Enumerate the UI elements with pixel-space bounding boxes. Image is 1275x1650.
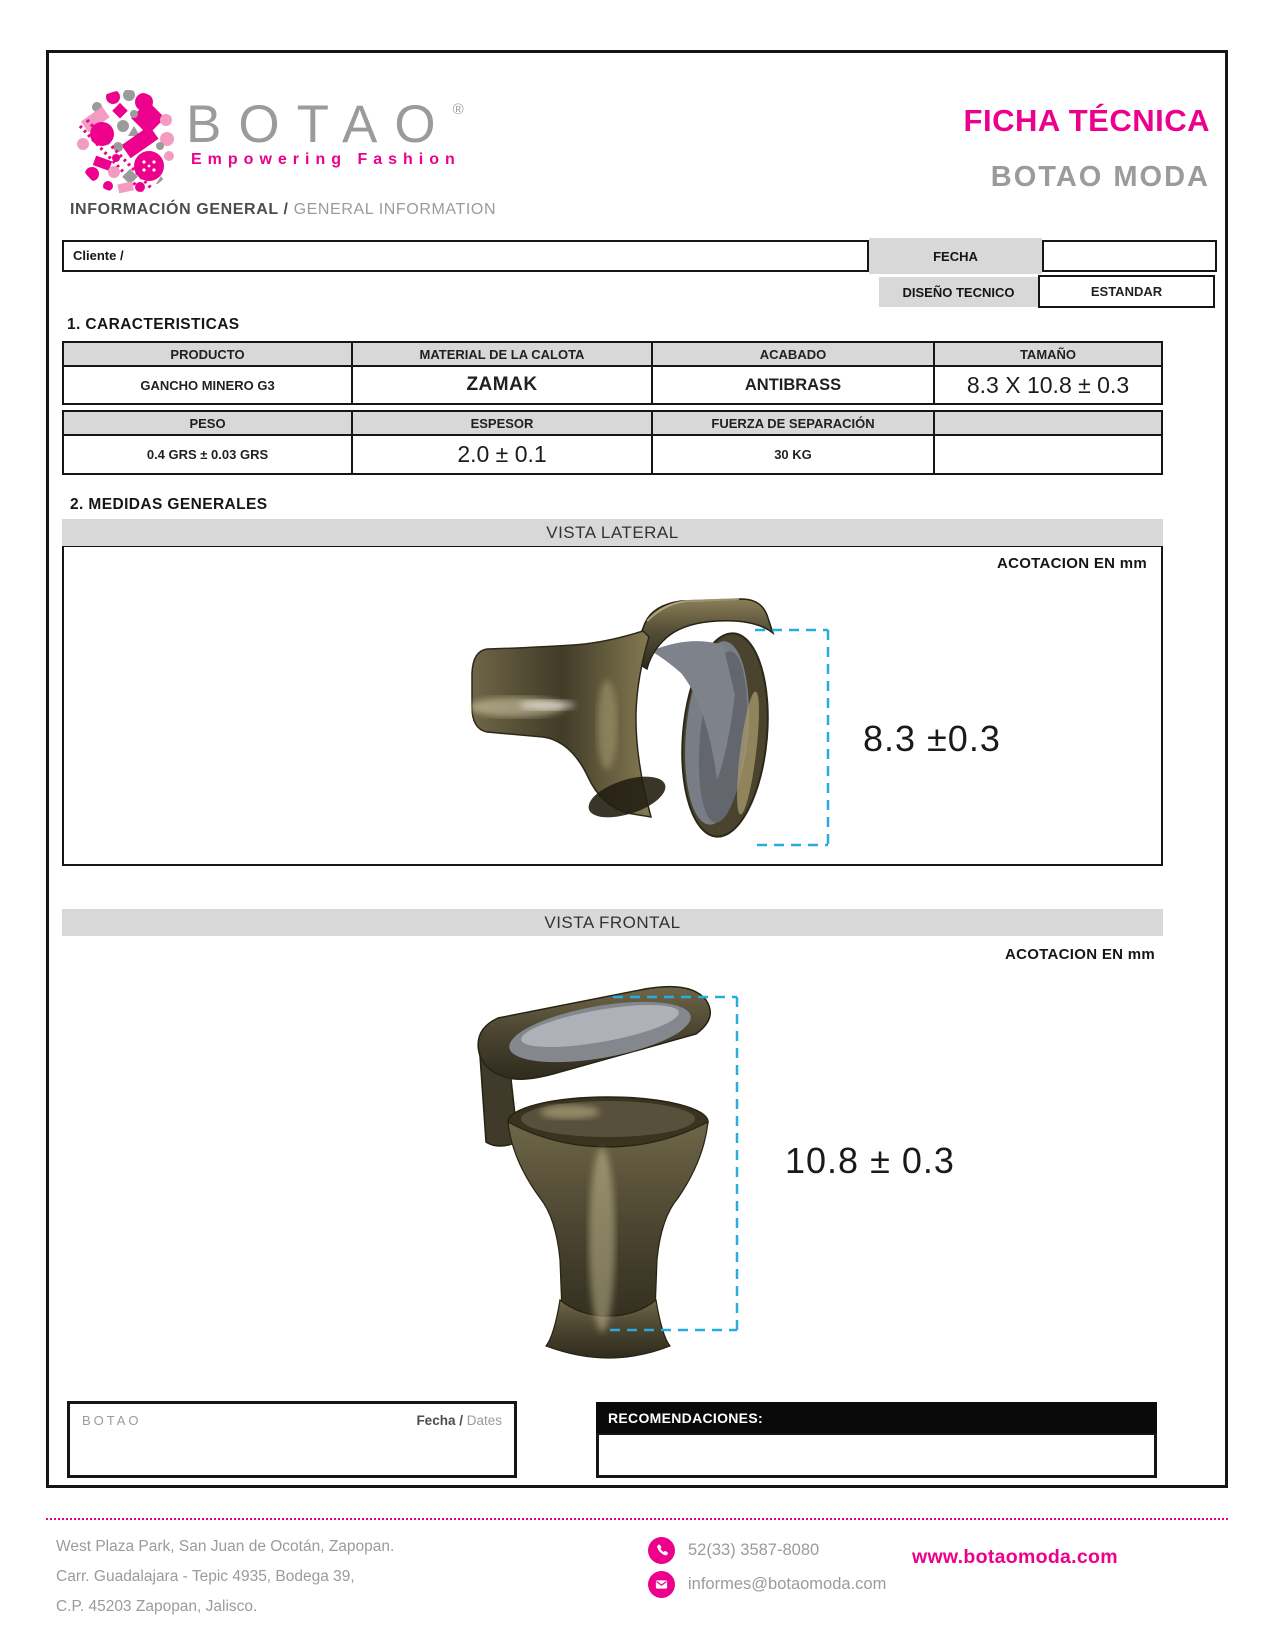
- acotacion-note-frontal: ACOTACION EN mm: [1004, 946, 1155, 963]
- value-material: ZAMAK: [353, 367, 653, 403]
- header-empty: [935, 412, 1161, 436]
- recomendaciones-header: RECOMENDACIONES:: [596, 1402, 1157, 1433]
- header-tamano: TAMAÑO: [935, 343, 1161, 367]
- value-empty: [935, 436, 1161, 473]
- cliente-field[interactable]: [62, 240, 869, 272]
- footer-phone-row: [648, 1537, 819, 1564]
- diseno-tecnico-value-cell: ESTANDAR: [1038, 275, 1215, 308]
- diseno-tecnico-label-cell: DISEÑO TECNICO: [879, 277, 1038, 307]
- brand-tagline: Empowering Fashion: [191, 151, 461, 168]
- footer-phone[interactable]: 52(33) 3587-8080: [688, 1541, 820, 1559]
- table-header-row: [64, 412, 1161, 436]
- document-title: FICHA TÉCNICA: [963, 103, 1210, 138]
- frontal-dimension-label: 10.8 ± 0.3: [785, 1140, 955, 1181]
- botao-fecha-box[interactable]: [67, 1401, 517, 1478]
- value-peso: 0.4 GRS ± 0.03 GRS: [64, 436, 353, 473]
- header-producto: PRODUCTO: [64, 343, 353, 367]
- footer-email[interactable]: informes@botaomoda.com: [688, 1575, 887, 1593]
- registered-mark: ®: [452, 101, 464, 118]
- frontal-product-photo: [450, 960, 760, 1372]
- table-header-row: [64, 343, 1161, 367]
- recomendaciones-field[interactable]: [596, 1433, 1157, 1478]
- botao-box-label: BOTAO: [82, 1413, 142, 1428]
- phone-icon: [648, 1537, 675, 1564]
- caracteristicas-table-1: [62, 341, 1163, 405]
- fecha-dates-bold: Fecha /: [416, 1413, 463, 1428]
- medidas-heading: 2. MEDIDAS GENERALES: [70, 496, 268, 513]
- footer-website[interactable]: www.botaomoda.com: [912, 1546, 1118, 1568]
- value-espesor: 2.0 ± 0.1: [353, 436, 653, 473]
- info-general-heading: [70, 201, 496, 219]
- table-value-row: [64, 436, 1161, 473]
- value-acabado: ANTIBRASS: [653, 367, 935, 403]
- botao-logo-icon: [70, 84, 184, 198]
- header-fuerza: FUERZA DE SEPARACIÓN: [653, 412, 935, 436]
- footer-divider: [46, 1518, 1228, 1520]
- address-line: Carr. Guadalajara - Tepic 4935, Bodega 39,: [56, 1568, 355, 1585]
- value-tamano: 8.3 X 10.8 ± 0.3: [966, 371, 1130, 398]
- lateral-dimension-label: 8.3 ±0.3: [863, 718, 1001, 759]
- footer-address: [56, 1532, 394, 1622]
- caracteristicas-heading: 1. CARACTERISTICAS: [67, 316, 240, 333]
- value-producto: GANCHO MINERO G3: [64, 367, 353, 403]
- vista-frontal-bar: VISTA FRONTAL: [62, 909, 1163, 936]
- fecha-dates-light: Dates: [462, 1413, 502, 1428]
- document-subtitle: BOTAO MODA: [990, 161, 1210, 193]
- cliente-label: Cliente /: [73, 248, 124, 263]
- header-peso: PESO: [64, 412, 353, 436]
- table-value-row: [64, 367, 1161, 403]
- address-line: C.P. 45203 Zapopan, Jalisco.: [56, 1598, 258, 1615]
- vista-lateral-bar: VISTA LATERAL: [62, 519, 1163, 546]
- address-line: West Plaza Park, San Juan de Ocotán, Zapopan.: [56, 1538, 395, 1555]
- fecha-label-cell: FECHA: [869, 238, 1042, 274]
- envelope-icon: [648, 1571, 675, 1598]
- value-fuerza: 30 KG: [653, 436, 935, 473]
- info-heading-en: GENERAL INFORMATION: [293, 201, 497, 218]
- header-material: MATERIAL DE LA CALOTA: [353, 343, 653, 367]
- brand-wordmark: BOTAO®: [186, 95, 464, 154]
- acotacion-note-lateral: ACOTACION EN mm: [996, 555, 1147, 572]
- lateral-product-photo: [455, 585, 835, 857]
- header-espesor: ESPESOR: [353, 412, 653, 436]
- info-heading-es: INFORMACIÓN GENERAL /: [70, 201, 289, 218]
- footer-email-row: [648, 1571, 886, 1598]
- header-acabado: ACABADO: [653, 343, 935, 367]
- fecha-value-field[interactable]: [1042, 240, 1217, 272]
- caracteristicas-table-2: [62, 410, 1163, 475]
- fecha-dates-label: [416, 1413, 502, 1428]
